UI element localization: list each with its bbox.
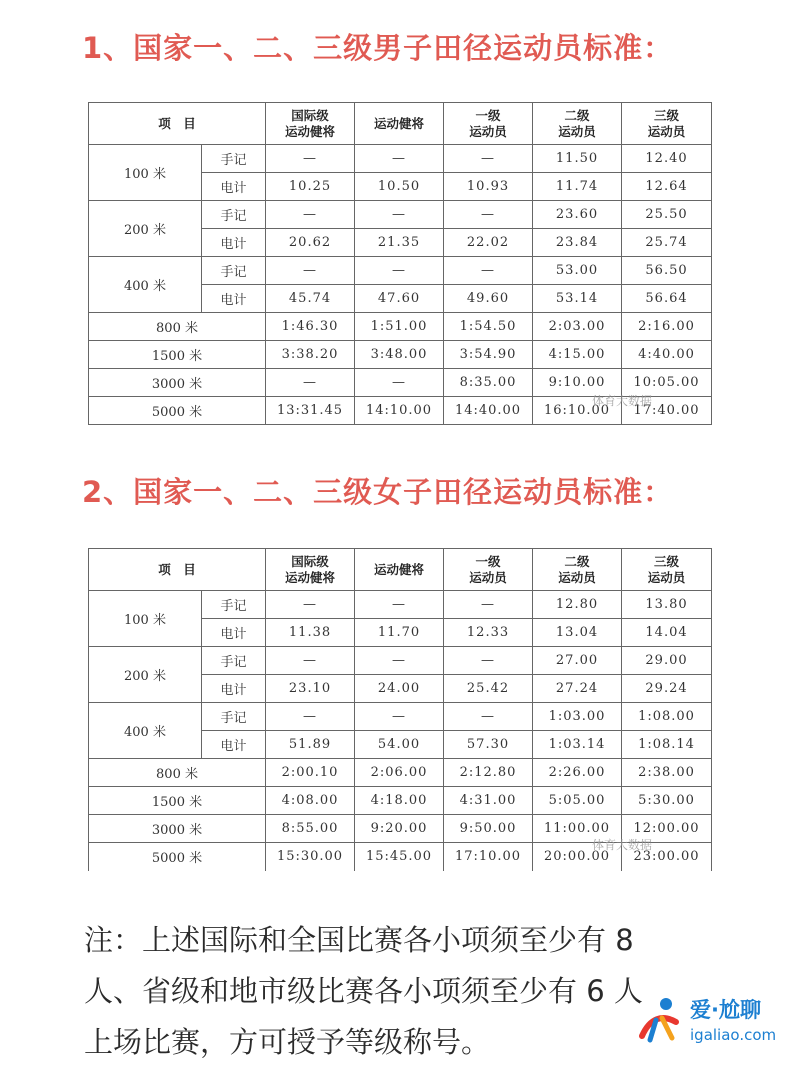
standard-value: — (266, 145, 355, 173)
standard-value: 17:10.00 (444, 843, 533, 871)
standard-value: — (444, 201, 533, 229)
standard-value: 57.30 (444, 731, 533, 759)
standard-value: — (355, 257, 444, 285)
event-name: 200 米 (89, 201, 202, 257)
standard-value: 22.02 (444, 229, 533, 257)
event-name: 1500 米 (89, 341, 266, 369)
header-grade: 二级 运动员 (533, 103, 622, 145)
men-standards-table (88, 102, 712, 425)
timing-method: 手记 (202, 703, 266, 731)
standard-value: 29.00 (622, 647, 712, 675)
standard-value: 21.35 (355, 229, 444, 257)
event-name: 400 米 (89, 257, 202, 313)
standard-value: — (355, 145, 444, 173)
event-name: 100 米 (89, 145, 202, 201)
header-event: 项 目 (89, 549, 266, 591)
running-figure-icon (636, 996, 684, 1044)
standard-value: 1:08.14 (622, 731, 712, 759)
standard-value: 56.50 (622, 257, 712, 285)
standard-value: 3:48.00 (355, 341, 444, 369)
women-standards-table (88, 548, 712, 871)
standard-value: 9:50.00 (444, 815, 533, 843)
standard-value: 2:16.00 (622, 313, 712, 341)
standard-value: 24.00 (355, 675, 444, 703)
standard-value: — (266, 201, 355, 229)
standard-value: — (266, 703, 355, 731)
standard-value: 2:06.00 (355, 759, 444, 787)
standard-value: 23:00.00 (622, 843, 712, 871)
table-row (89, 341, 712, 369)
standard-value: 1:51.00 (355, 313, 444, 341)
standard-value: 54.00 (355, 731, 444, 759)
standard-value: 1:03.14 (533, 731, 622, 759)
standard-value: 11.74 (533, 173, 622, 201)
timing-method: 手记 (202, 647, 266, 675)
timing-method: 手记 (202, 201, 266, 229)
standard-value: 12.33 (444, 619, 533, 647)
standard-value: 2:38.00 (622, 759, 712, 787)
standard-value: — (355, 703, 444, 731)
standard-value: 20.62 (266, 229, 355, 257)
table-row (89, 591, 712, 619)
standard-value: 4:08.00 (266, 787, 355, 815)
standard-value: 12.64 (622, 173, 712, 201)
timing-method: 电计 (202, 731, 266, 759)
standard-value: 11.38 (266, 619, 355, 647)
standard-value: 2:03.00 (533, 313, 622, 341)
standard-value: 14:40.00 (444, 397, 533, 425)
event-name: 400 米 (89, 703, 202, 759)
standard-value: 53.14 (533, 285, 622, 313)
standard-value: 15:30.00 (266, 843, 355, 871)
standard-value: 15:45.00 (355, 843, 444, 871)
timing-method: 电计 (202, 675, 266, 703)
standard-value: 2:00.10 (266, 759, 355, 787)
standard-value: 13.04 (533, 619, 622, 647)
standard-value: 17:40.00 (622, 397, 712, 425)
table-row (89, 703, 712, 731)
standard-value: 29.24 (622, 675, 712, 703)
standard-value: 5:30.00 (622, 787, 712, 815)
standard-value: 11.70 (355, 619, 444, 647)
header-grade: 运动健将 (355, 549, 444, 591)
standard-value: 11.50 (533, 145, 622, 173)
standard-value: — (355, 201, 444, 229)
footnote (84, 915, 724, 1068)
standard-value: 9:10.00 (533, 369, 622, 397)
logo-title: 爱·尬聊 (690, 998, 761, 1022)
table-row (89, 759, 712, 787)
footnote-line: 注：上述国际和全国比赛各小项须至少有 8 (84, 923, 634, 957)
standard-value: 10:05.00 (622, 369, 712, 397)
event-name: 800 米 (89, 759, 266, 787)
event-name: 5000 米 (89, 843, 266, 871)
header-grade: 三级 运动员 (622, 549, 712, 591)
timing-method: 电计 (202, 285, 266, 313)
timing-method: 手记 (202, 591, 266, 619)
standard-value: 1:08.00 (622, 703, 712, 731)
header-grade: 国际级 运动健将 (266, 103, 355, 145)
table-row (89, 647, 712, 675)
site-logo[interactable] (636, 990, 796, 1054)
standard-value: 16:10.00 (533, 397, 622, 425)
standard-value: 9:20.00 (355, 815, 444, 843)
header-grade: 运动健将 (355, 103, 444, 145)
footnote-line: 上场比赛，方可授予等级称号。 (84, 1025, 491, 1059)
standard-value: — (355, 647, 444, 675)
standard-value: 14.04 (622, 619, 712, 647)
standard-value: 1:46.30 (266, 313, 355, 341)
standard-value: 12.80 (533, 591, 622, 619)
timing-method: 电计 (202, 229, 266, 257)
standard-value: 51.89 (266, 731, 355, 759)
standard-value: 2:26.00 (533, 759, 622, 787)
header-event: 项 目 (89, 103, 266, 145)
standard-value: 3:54.90 (444, 341, 533, 369)
standard-value: 13:31.45 (266, 397, 355, 425)
standard-value: 25.42 (444, 675, 533, 703)
timing-method: 电计 (202, 619, 266, 647)
table-header-row (89, 103, 712, 145)
table-row (89, 257, 712, 285)
standard-value: — (444, 145, 533, 173)
standard-value: 10.25 (266, 173, 355, 201)
timing-method: 电计 (202, 173, 266, 201)
event-name: 1500 米 (89, 787, 266, 815)
logo-site-url: igaliao.com (690, 1026, 777, 1044)
standard-value: 4:40.00 (622, 341, 712, 369)
table-row (89, 201, 712, 229)
standard-value: 5:05.00 (533, 787, 622, 815)
standard-value: 45.74 (266, 285, 355, 313)
standard-value: 23.84 (533, 229, 622, 257)
standard-value: 20:00.00 (533, 843, 622, 871)
standard-value: 47.60 (355, 285, 444, 313)
standard-value: 14:10.00 (355, 397, 444, 425)
event-name: 3000 米 (89, 369, 266, 397)
standard-value: — (355, 591, 444, 619)
standard-value: 1:54.50 (444, 313, 533, 341)
header-grade: 三级 运动员 (622, 103, 712, 145)
women-standards-title: 2、国家一、二、三级女子田径运动员标准： (82, 475, 674, 509)
event-name: 5000 米 (89, 397, 266, 425)
standard-value: 1:03.00 (533, 703, 622, 731)
header-grade: 一级 运动员 (444, 549, 533, 591)
standard-value: 27.00 (533, 647, 622, 675)
standard-value: — (444, 591, 533, 619)
timing-method: 手记 (202, 257, 266, 285)
standard-value: 27.24 (533, 675, 622, 703)
standard-value: 2:12.80 (444, 759, 533, 787)
standard-value: 4:31.00 (444, 787, 533, 815)
standard-value: — (444, 647, 533, 675)
standard-value: 49.60 (444, 285, 533, 313)
footnote-line: 人、省级和地市级比赛各小项须至少有 6 人 (84, 974, 643, 1008)
standard-value: 13.80 (622, 591, 712, 619)
standard-value: — (266, 647, 355, 675)
event-name: 100 米 (89, 591, 202, 647)
standard-value: 56.64 (622, 285, 712, 313)
standard-value: — (266, 369, 355, 397)
standard-value: 53.00 (533, 257, 622, 285)
standard-value: 23.60 (533, 201, 622, 229)
standard-value: 25.74 (622, 229, 712, 257)
standard-value: 8:35.00 (444, 369, 533, 397)
standard-value: 12.40 (622, 145, 712, 173)
standard-value: — (444, 703, 533, 731)
men-standards-title: 1、国家一、二、三级男子田径运动员标准： (82, 31, 674, 65)
table-row (89, 145, 712, 173)
watermark-text: 体育大数据 (592, 838, 653, 852)
standard-value: 10.50 (355, 173, 444, 201)
standard-value: — (266, 257, 355, 285)
standard-value: 4:18.00 (355, 787, 444, 815)
header-grade: 一级 运动员 (444, 103, 533, 145)
table-row (89, 313, 712, 341)
standard-value: 4:15.00 (533, 341, 622, 369)
timing-method: 手记 (202, 145, 266, 173)
table-row (89, 787, 712, 815)
event-name: 3000 米 (89, 815, 266, 843)
standard-value: — (266, 591, 355, 619)
standard-value: 11:00.00 (533, 815, 622, 843)
standard-value: 10.93 (444, 173, 533, 201)
standard-value: 12:00.00 (622, 815, 712, 843)
event-name: 800 米 (89, 313, 266, 341)
table-header-row (89, 549, 712, 591)
standard-value: 25.50 (622, 201, 712, 229)
event-name: 200 米 (89, 647, 202, 703)
header-grade: 二级 运动员 (533, 549, 622, 591)
standard-value: — (444, 257, 533, 285)
standard-value: 3:38.20 (266, 341, 355, 369)
standard-value: — (355, 369, 444, 397)
header-grade: 国际级 运动健将 (266, 549, 355, 591)
standard-value: 23.10 (266, 675, 355, 703)
watermark-text: 体育大数据 (592, 394, 653, 408)
standard-value: 8:55.00 (266, 815, 355, 843)
